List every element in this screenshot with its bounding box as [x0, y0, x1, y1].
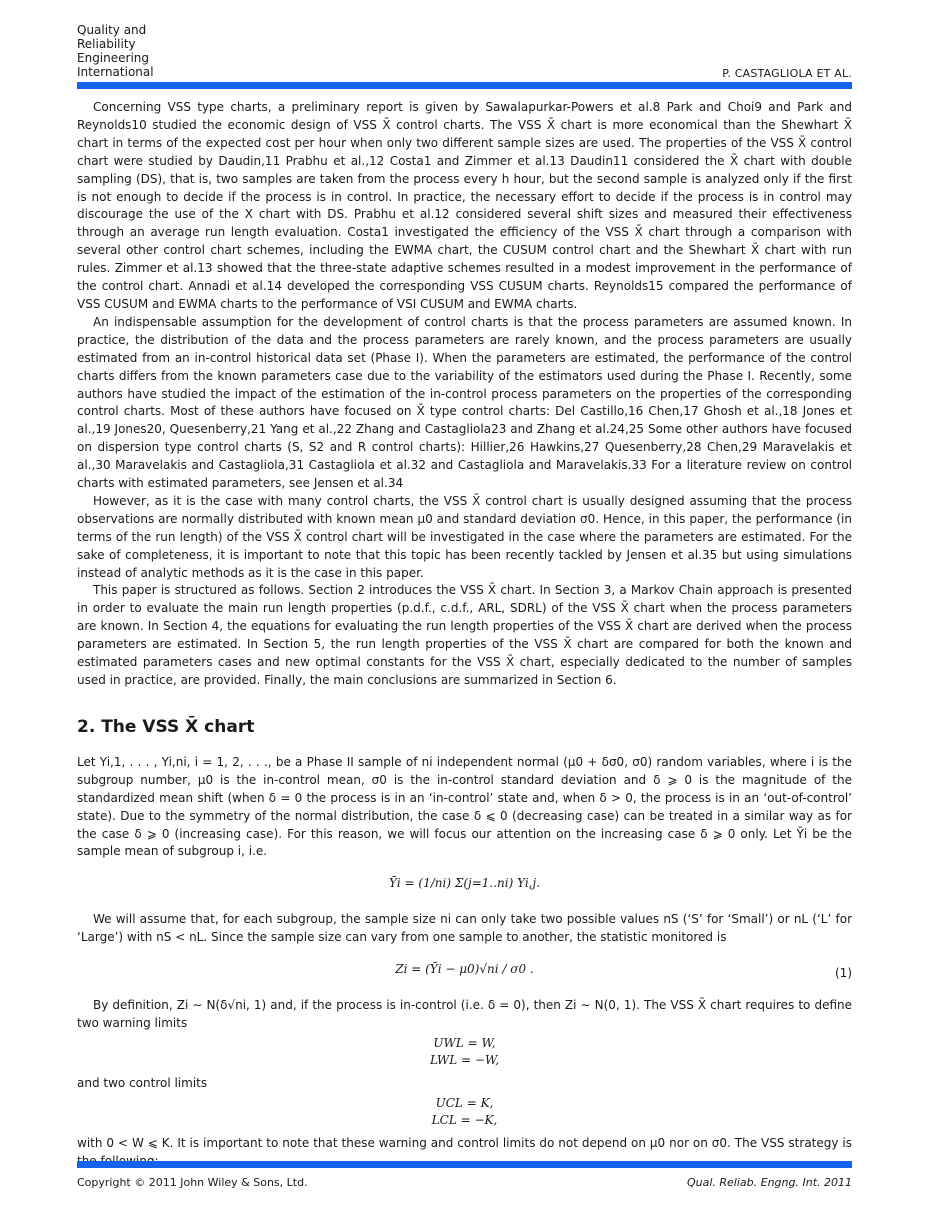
footer-rule	[77, 1161, 852, 1168]
header-rule	[77, 82, 852, 89]
paragraph-definition: By definition, Zi ∼ N(δ√ni, 1) and, if the process is in-control (i.e. δ = 0), then Zi ∼ N(0, 1). The VSS X̄ chart requires to define two warning limits	[77, 998, 852, 1031]
paragraph-structure: This paper is structured as follows. Section 2 introduces the VSS X̄ chart. In Section 3, a Markov Chain approach is presented in order to evaluate the main run length properties (p.d.f., c.d.f., ARL, SDRL) of the VSS X̄ chart when the process parameters are known. In Section 4, the equations for evaluating the run length properties of the VSS X̄ chart are derived when the process parameters are estimated. In Section 5, the run length properties of the VSS X̄ chart are compared for both the known and estimated parameters cases and new optimal constants for the VSS X̄ chart, especially dedicated to the number of samples used in practice, are provided. Finally, the main conclusions are summarized in Section 6.	[77, 583, 852, 687]
journal-line-3: Engineering	[77, 51, 149, 65]
paragraph-sample-sizes: We will assume that, for each subgroup, the sample size ni can only take two possible values nS (‘S’ for ‘Small’) or nL (‘L’ for ‘Large’) with nS < nL. Since the sample size can vary from one sample to another, the statistic monitored is	[77, 912, 852, 945]
article-body	[77, 99, 852, 1171]
paragraph-estimation: An indispensable assumption for the development of control charts is that the process parameters are assumed known. In practice, the distribution of the data and the process parameters are rarely known, and the process parameters are usually estimated from an in-control historical data set (Phase I). When the parameters are estimated, the performance of the control charts differs from the known parameters case due to the variability of the estimators used during the Phase I. Recently, some authors have studied the impact of the estimation of the in-control process parameters on the properties of the corresponding control charts. Most of these authors have focused on X̄ type control charts: Del Castillo,16 Chen,17 Ghosh et al.,18 Jones et al.,19 Jones20, Quesenberry,21 Yang et al.,22 Zhang and Castagliola23 and Zhang et al.24,25 Some other authors have focused on dispersion type control charts (S, S2 and R control charts): Hillier,26 Hawkins,27 Quesenberry,28 Chen,29 Maravelakis et al.,30 Maravelakis and Castagliola,31 Castagliola et al.32 and Castagliola and Maravelakis.33 For a literature review on control charts with estimated parameters, see Jensen et al.34	[77, 314, 852, 491]
paragraph-control-limits: and two control limits	[77, 1075, 208, 1090]
lower-warning-limit: LWL = −W,	[429, 1052, 500, 1067]
paragraph-vss-literature: Concerning VSS type charts, a preliminary report is given by Sawalapurkar-Powers et al.8 Park and Choi9 and Park and Reynolds10 studied the economic design of VSS X̄ control charts. The VSS X̄ chart is more economical than the Shewhart X̄ chart in terms of the expected cost per hour when only two different sample sizes are used. The properties of the VSS X̄ control chart were studied by Daudin,11 Prabhu et al.,12 Costa1 and Zimmer et al.13 Daudin11 considered the X̄ chart with double sampling (DS), that is, two samples are taken from the process every h hour, but the second sample is analyzed only if the first is not enough to decide if the process is in control. In practice, the necessary effort to decide if the process is in control may discourage the use of the X chart with DS. Prabhu et al.12 considered several shift sizes and measured their effectiveness through an average run length evaluation. Costa1 investigated the efficiency of the VSS X̄ chart through a comparison with several other control chart schemes, including the EWMA chart, the CUSUM control chart and the Shewhart X̄ chart with run rules. Zimmer et al.13 showed that the three-state adaptive schemes resulted in a modest improvement in the performance of the control chart. Annadi et al.14 developed the corresponding VSS CUSUM charts. Reynolds15 compared the performance of VSS CUSUM and EWMA charts to the performance of VSI CUSUM and EWMA charts.	[77, 100, 852, 311]
journal-line-1: Quality and	[77, 23, 147, 37]
running-author: P. CASTAGLIOLA ET AL.	[722, 67, 852, 80]
paragraph-motivation: However, as it is the case with many control charts, the VSS X̄ control chart is usually designed assuming that the process observations are normally distributed with known mean μ0 and standard deviation σ0. Hence, in this paper, the performance (in terms of the run length) of the VSS X̄ control chart will be investigated in the case where the parameters are estimated. For the sake of completeness, it is important to note that this topic has been recently tackled by Jensen et al.35 but using simulations instead of analytic methods as it is the case in this paper.	[77, 493, 852, 580]
journal-line-2: Reliability	[77, 37, 136, 51]
equation-sample-mean-text: Ȳi = (1/ni) Σ(j=1..ni) Yi,j.	[388, 876, 541, 891]
paragraph-setup: Let Yi,1, . . . , Yi,ni, i = 1, 2, . . ., be a Phase II sample of ni independent normal (μ0 + δσ0, σ0) random variables, where i is the subgroup number, μ0 is the in-control mean, σ0 is the in-control standard deviation and δ ⩾ 0 is the magnitude of the standardized mean shift (when δ = 0 the process is in an ‘in-control’ state and, when δ > 0, the process is in an ‘out-of-control’ state). Due to the symmetry of the normal distribution, the case δ ⩽ 0 (decreasing case) can be treated in a similar way as for the case δ ⩾ 0 (increasing case). For this reason, we will focus our attention on the increasing case δ ⩾ 0 only. Let Ȳi be the sample mean of subgroup i, i.e.	[77, 754, 852, 859]
paragraph-strategy: with 0 < W ⩽ K. It is important to note that these warning and control limits do not depend on μ0 nor on σ0. The VSS strategy is	[77, 1135, 852, 1150]
copyright-notice: Copyright © 2011 John Wiley & Sons, Ltd.	[77, 1176, 308, 1189]
section-heading: 2. The VSS X̄ chart	[77, 716, 255, 737]
warning-limits	[77, 1035, 852, 1069]
journal-citation: Qual. Reliab. Engng. Int. 2011	[686, 1176, 852, 1189]
equation-number: (1)	[835, 966, 852, 981]
upper-warning-limit: UWL = W,	[433, 1035, 496, 1050]
upper-control-limit: UCL = K,	[435, 1095, 494, 1110]
control-limits	[77, 1095, 852, 1129]
journal-line-4: International	[77, 65, 154, 79]
equation-sample-mean	[77, 867, 852, 905]
journal-name	[77, 23, 154, 79]
lower-control-limit: LCL = −K,	[431, 1112, 498, 1127]
equation-statistic-text: Zi = (Ȳi − μ0)√ni / σ0 .	[395, 962, 534, 977]
equation-statistic	[77, 953, 852, 991]
